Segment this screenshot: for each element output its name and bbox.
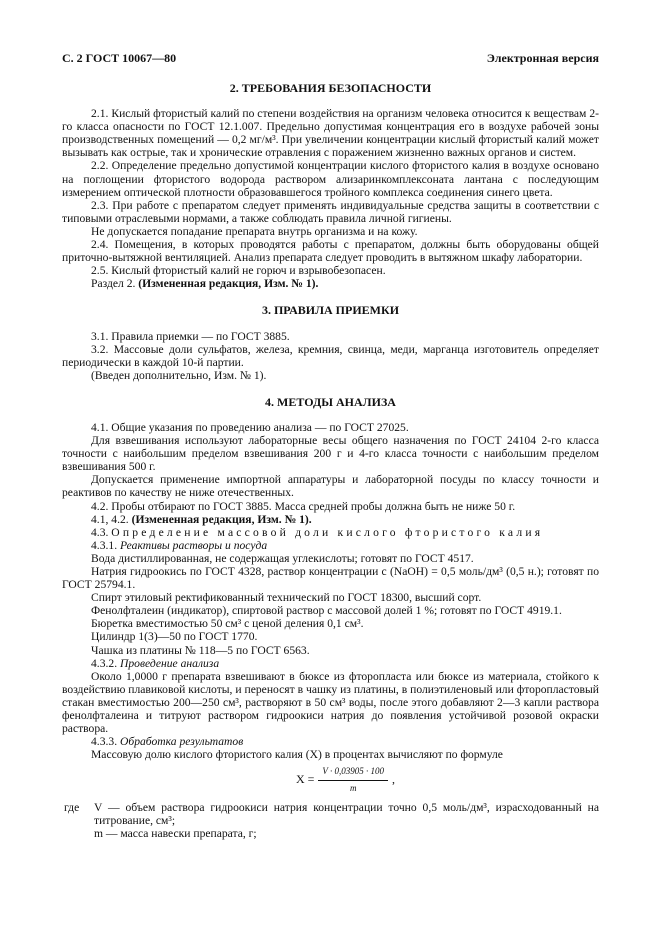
clause-title-spaced: Определение массовой доли кислого фтористого калия xyxy=(111,525,544,539)
paragraph-3-1: 3.1. Правила приемки — по ГОСТ 3885. xyxy=(91,329,290,343)
formula-denominator: m xyxy=(349,782,357,793)
formula-lhs: X = xyxy=(295,772,315,787)
paragraph-2-3: 2.3. При работе с препаратом следует применять индивидуальные средства защиты в соответствии с типовыми отраслевыми нормами, а также соблюдать правила личной гигиены. xyxy=(62,198,599,225)
formula-numerator: V · 0,03905 · 100 xyxy=(318,765,388,780)
reagent-phenolphthalein: Фенолфталеин (индикатор), спиртовой раствор с массовой долей 1 %; готовят по ГОСТ 4919.1. xyxy=(91,604,562,618)
definition-m xyxy=(62,827,599,840)
paragraph-4-2: 4.2. Пробы отбирают по ГОСТ 3885. Масса средней пробы должна быть не ниже 50 г. xyxy=(91,499,516,513)
clause-number: 4.3.3. xyxy=(91,735,118,749)
clause-title-italic: Реактивы растворы и посуда xyxy=(120,538,268,552)
definition-where: где xyxy=(64,800,80,814)
amendment-note: (Измененная редакция, Изм. № 1). xyxy=(138,277,319,291)
formula-fraction xyxy=(318,765,388,794)
amendment-prefix: Раздел 2. xyxy=(91,277,136,291)
section-2-amendment xyxy=(62,277,599,290)
clause-number: 4.3. xyxy=(91,525,109,539)
section-3-amendment: (Введен дополнительно, Изм. № 1). xyxy=(91,368,267,382)
definition-v xyxy=(62,801,599,827)
paragraph-2-5: 2.5. Кислый фтористый калий не горюч и взрывобезопасен. xyxy=(91,264,386,278)
definition-spacer xyxy=(62,827,94,840)
paragraph-4-1-imports: Допускается применение импортной аппаратуры и лабораторной посуды по классу точности и реактивов по качеству не ниже отечественных. xyxy=(62,473,599,500)
reagent-naoh: Натрия гидроокись по ГОСТ 4328, раствор концентрации с (NaOH) = 0,5 моль/дм³ (0,5 н.); готовят по ГОСТ 25794.1. xyxy=(62,565,599,592)
reagent-water: Вода дистиллированная, не содержащая углекислоты; готовят по ГОСТ 4517. xyxy=(91,551,474,565)
equipment-burette: Бюретка вместимостью 50 см³ с ценой деления 0,1 см³. xyxy=(91,617,364,631)
clause-number: 4.3.2. xyxy=(91,656,118,670)
clause-title-italic: Обработка результатов xyxy=(120,735,244,749)
section-2-title: 2. ТРЕБОВАНИЯ БЕЗОПАСНОСТИ xyxy=(229,81,432,95)
paragraph-2-4: 2.4. Помещения, в которых проводятся работы с препаратом, должны быть оборудованы общей приточно-вытяжной вентиляцией. Анализ препарата следует проводить в вытяжном шкафу лаборатории. xyxy=(62,238,599,265)
paragraph-2-3-note: Не допускается попадание препарата внутрь организма и на кожу. xyxy=(91,224,418,238)
amendment-prefix: 4.1, 4.2. xyxy=(91,512,129,526)
definition-m-text: m — масса навески препарата, г; xyxy=(94,826,257,840)
paragraph-4-3-1 xyxy=(62,539,599,552)
mass-fraction-formula xyxy=(92,765,599,794)
equipment-platinum-dish: Чашка из платины № 118—5 по ГОСТ 6563. xyxy=(91,643,310,657)
formula-intro: Массовую долю кислого фтористого калия (X) в процентах вычисляют по формуле xyxy=(91,748,503,762)
paragraph-4-3-3 xyxy=(62,735,599,748)
paragraph-2-2: 2.2. Определение предельно допустимой концентрации кислого фтористого калия в воздухе основано на поглощении фтористого водорода раствором ализаринкомплексоната лантана с последующим измерением оптической плотности образовавшегося тройного комплекса соединения синего цвета. xyxy=(62,159,599,199)
section-3-title: 3. ПРАВИЛА ПРИЕМКИ xyxy=(261,303,400,318)
definition-v-text: V — объем раствора гидроокиси натрия концентрации точно 0,5 моль/дм³, израсходованный на титрование, см³; xyxy=(94,800,599,827)
reagent-ethanol: Спирт этиловый ректификованный технический по ГОСТ 18300, высший сорт. xyxy=(91,591,482,605)
running-header-version: Электронная версия xyxy=(486,51,599,65)
analysis-procedure: Около 1,0000 г препарата взвешивают в бюксе из фторопласта или бюксе из материала, стойкого к воздействию плавиковой кислоты, и переносят в чашку из платины, в полиэтиленовый или фторопластовый стакан вместимостью 200—250 см³, растворяют в 50 см³ воды, после этого добавляют 2—3 капли раствора фенолфталеина и титруют раствором гидроокиси натрия до появления устойчивой розовой окраски раствора. xyxy=(62,669,599,736)
paragraph-4-1: 4.1. Общие указания по проведению анализа — по ГОСТ 27025. xyxy=(91,420,409,434)
running-header-standard: С. 2 ГОСТ 10067—80 xyxy=(62,51,177,65)
equipment-cylinder: Цилиндр 1(3)—50 по ГОСТ 1770. xyxy=(91,630,258,644)
amendment-note: (Измененная редакция, Изм. № 1). xyxy=(131,512,312,526)
document-body xyxy=(62,78,599,840)
paragraph-2-1: 2.1. Кислый фтористый калий по степени воздействия на организм человека относится к веществам 2-го класса опасности по ГОСТ 12.1.007. Предельно допустимая концентрация его в воздухе рабочей зоны производственных помещений — 0,2 мг/м³. При увеличении концентрации кислый фтористый калий может вызывать как острые, так и хронические отравления с поражением жизненно важных органов и систем. xyxy=(62,107,599,160)
section-4-amendment xyxy=(62,513,599,526)
paragraph-4-3-2 xyxy=(62,657,599,670)
paragraph-4-1-scales: Для взвешивания используют лабораторные весы общего назначения по ГОСТ 24104 2-го класса точности с наибольшим пределом взвешивания 200 г и 4-го класса точности с наибольшим пределом взвешивания 500 г. xyxy=(62,434,599,474)
clause-number: 4.3.1. xyxy=(91,538,118,552)
paragraph-4-3 xyxy=(62,526,599,539)
section-4-title: 4. МЕТОДЫ АНАЛИЗА xyxy=(265,394,396,409)
paragraph-3-2: 3.2. Массовые доли сульфатов, железа, кремния, свинца, меди, марганца изготовитель определяет периодически в каждой 10-й партии. xyxy=(62,342,599,369)
formula-tail: , xyxy=(392,772,396,787)
clause-title-italic: Проведение анализа xyxy=(120,656,220,670)
